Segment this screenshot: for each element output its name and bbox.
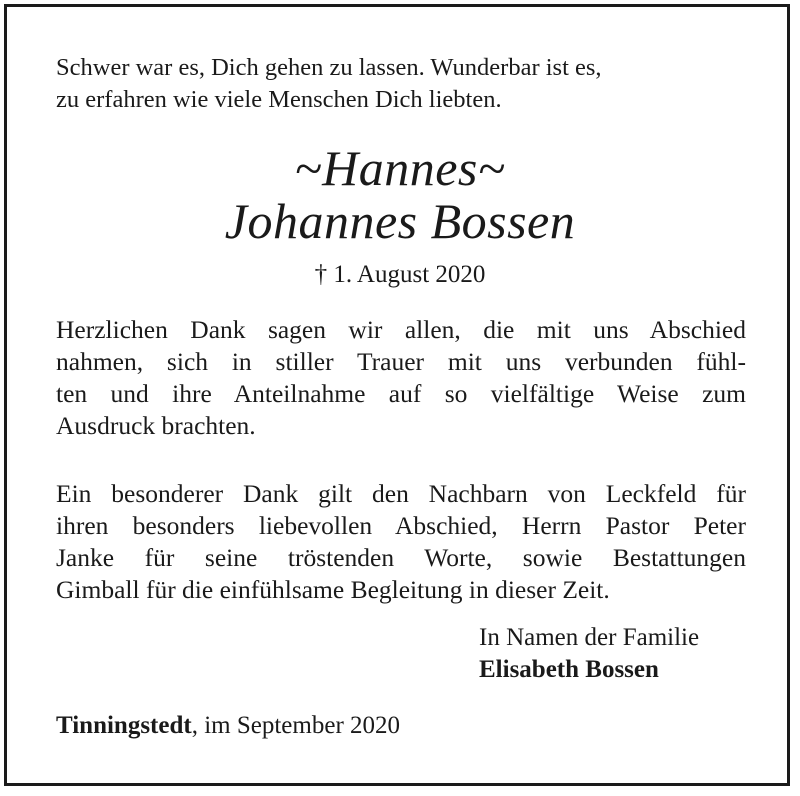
paragraph-line: Gimball für die einfühlsame Begleitung in dieser Zeit. — [56, 575, 610, 604]
signature-block — [479, 622, 699, 686]
paragraph-line: ten und ihre Anteilnahme auf so vielfältige Weise zum — [56, 379, 746, 408]
place-name: Tinningstedt — [56, 712, 192, 739]
special-thanks-paragraph — [56, 478, 746, 606]
paragraph-line: nahmen, sich in stiller Trauer mit uns verbunden fühl- — [56, 347, 746, 376]
intro-line: Schwer war es, Dich gehen zu lassen. Wunderbar ist es, — [56, 54, 602, 81]
place-date — [56, 710, 400, 742]
death-date: † 1. August 2020 — [314, 261, 486, 288]
paragraph-line: Ein besonderer Dank gilt den Nachbarn von Leckfeld für — [56, 479, 746, 508]
paragraph-line: Ausdruck brachten. — [56, 411, 256, 440]
deceased-nickname: ~Hannes~ — [294, 140, 506, 196]
paragraph-line: Janke für seine tröstenden Worte, sowie Bestattungen — [56, 543, 746, 572]
paragraph-line: Herzlichen Dank sagen wir allen, die mit uns Abschied — [56, 315, 746, 344]
signature-name: Elisabeth Bossen — [479, 656, 659, 683]
thanks-paragraph — [56, 314, 746, 442]
deceased-full-name: Johannes Bossen — [224, 193, 576, 249]
date-text: , im September 2020 — [191, 712, 401, 739]
signature-prefix: In Namen der Familie — [479, 624, 700, 651]
intro-quote — [56, 52, 746, 116]
intro-line: zu erfahren wie viele Menschen Dich liebten. — [56, 86, 502, 113]
paragraph-line: ihren besonders liebevollen Abschied, Herrn Pastor Peter — [56, 511, 746, 540]
